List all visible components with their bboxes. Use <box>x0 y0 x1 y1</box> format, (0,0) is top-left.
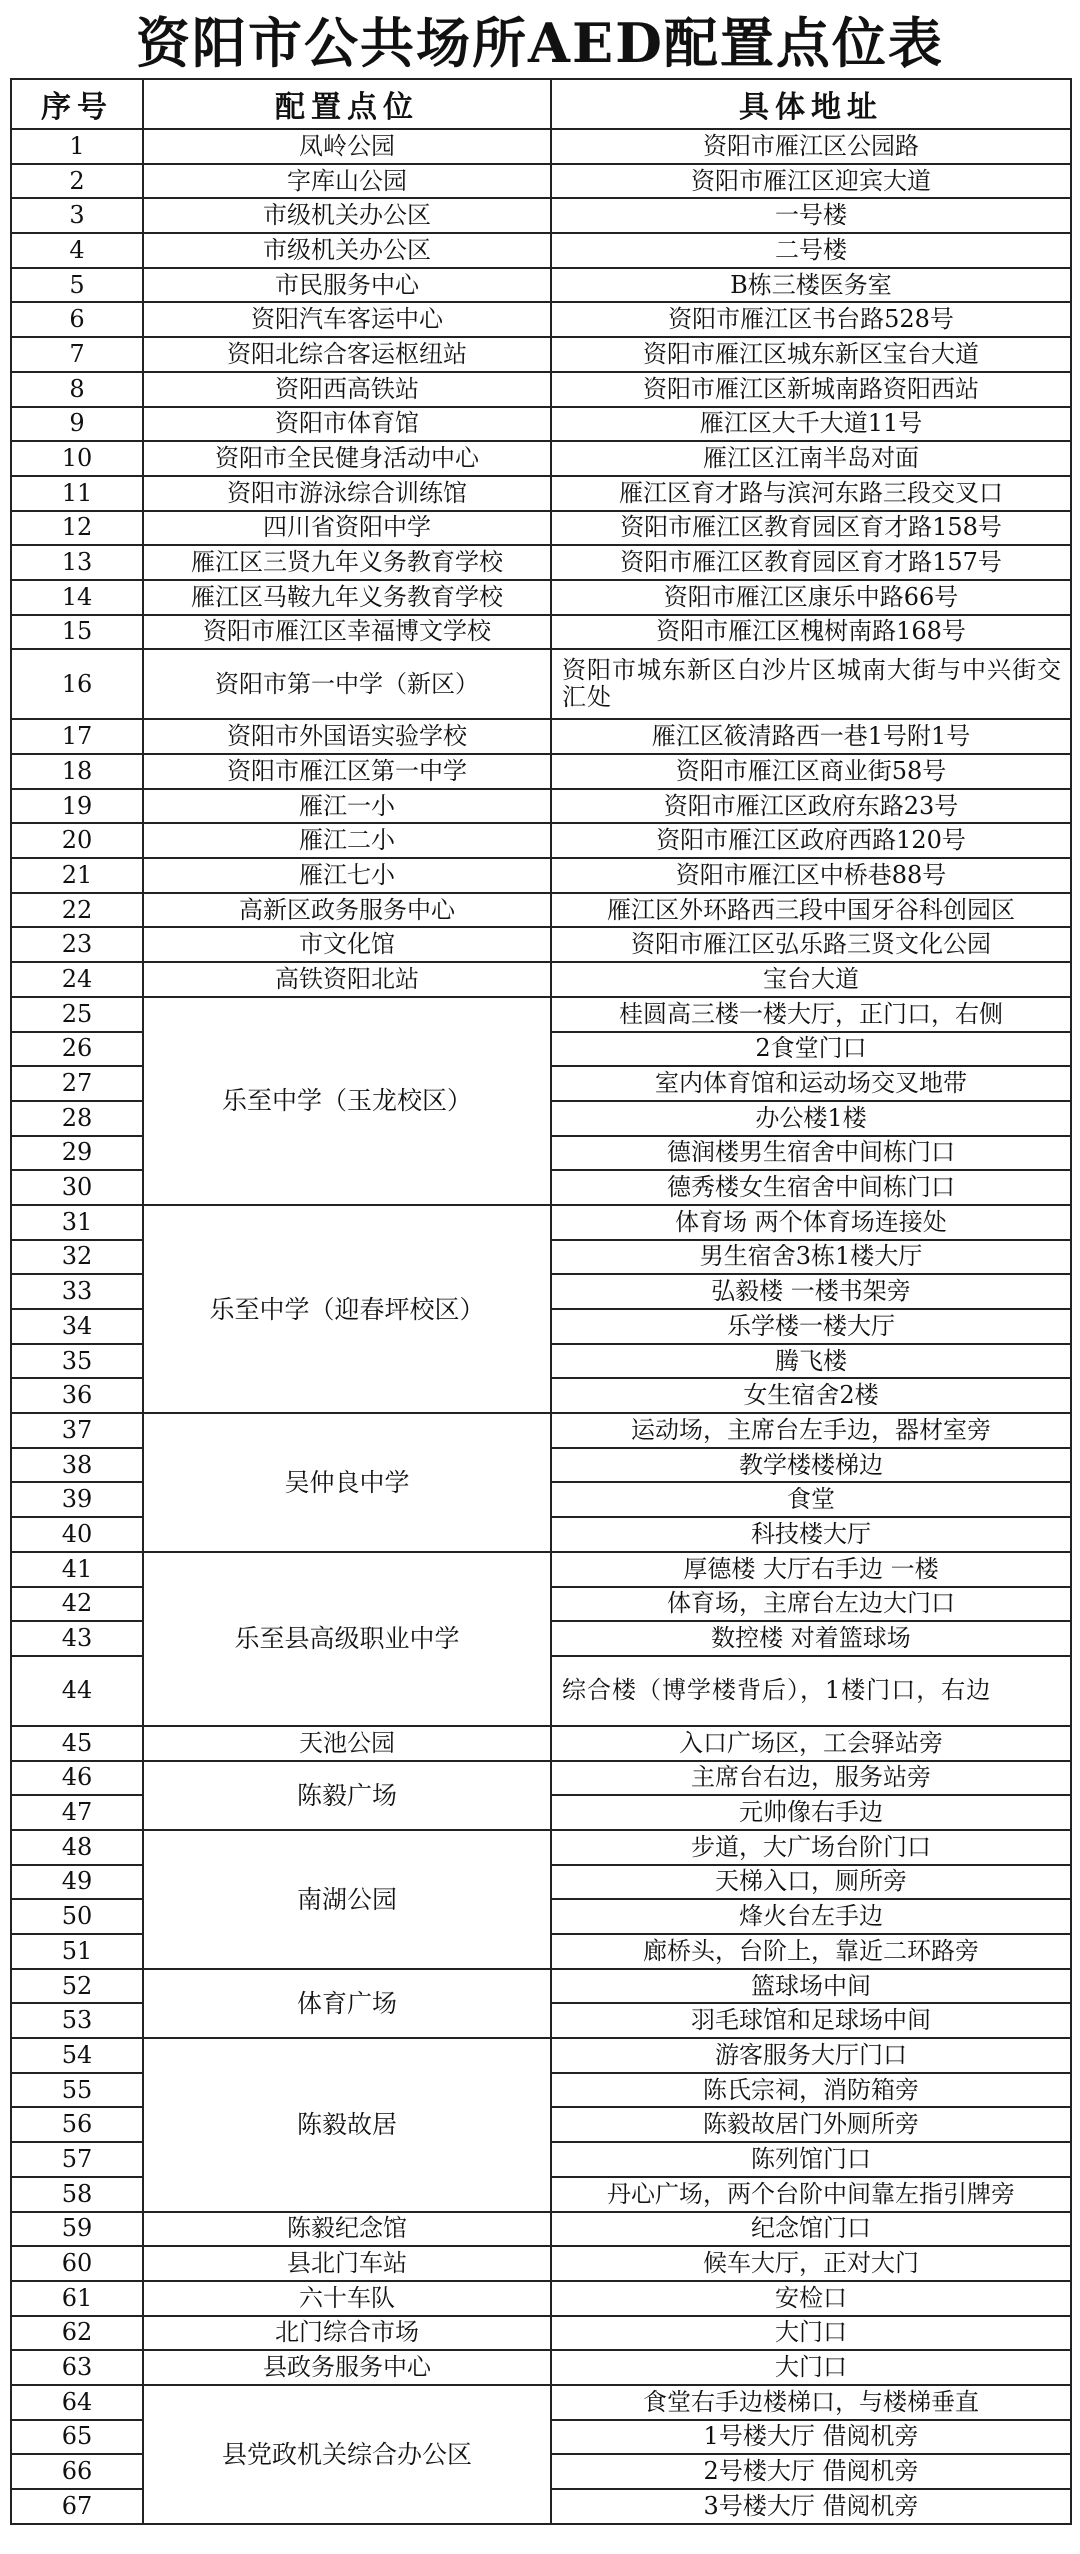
row-number: 37 <box>11 1413 143 1448</box>
table-row <box>11 233 1071 268</box>
place-address: 男生宿舍3栋1楼大厅 <box>551 1240 1071 1275</box>
table-row <box>11 1726 1071 1761</box>
place-name: 县党政机关综合办公区 <box>143 2385 551 2524</box>
row-number: 43 <box>11 1621 143 1656</box>
place-address: 资阳市城东新区白沙片区城南大街与中兴街交汇处 <box>551 649 1071 719</box>
place-name: 四川省资阳中学 <box>143 511 551 546</box>
place-name: 雁江区马鞍九年义务教育学校 <box>143 580 551 615</box>
place-name: 市级机关办公区 <box>143 233 551 268</box>
table-row <box>11 1205 1071 1240</box>
row-number: 9 <box>11 407 143 442</box>
place-name: 高铁资阳北站 <box>143 962 551 997</box>
row-number: 19 <box>11 789 143 824</box>
place-address: 体育场，主席台左边大门口 <box>551 1587 1071 1622</box>
place-address: 食堂右手边楼梯口，与楼梯垂直 <box>551 2385 1071 2420</box>
place-name: 雁江一小 <box>143 789 551 824</box>
place-name: 资阳市第一中学（新区） <box>143 649 551 719</box>
place-address: 天梯入口，厕所旁 <box>551 1865 1071 1900</box>
table-row <box>11 2316 1071 2351</box>
place-address: 雁江区育才路与滨河东路三段交叉口 <box>551 476 1071 511</box>
place-name: 陈毅广场 <box>143 1761 551 1830</box>
place-address: 资阳市雁江区教育园区育才路157号 <box>551 545 1071 580</box>
row-number: 56 <box>11 2107 143 2142</box>
place-name: 市级机关办公区 <box>143 198 551 233</box>
row-number: 48 <box>11 1830 143 1865</box>
place-address: 科技楼大厅 <box>551 1517 1071 1552</box>
place-address: 二号楼 <box>551 233 1071 268</box>
row-number: 23 <box>11 927 143 962</box>
row-number: 45 <box>11 1726 143 1761</box>
place-address: 室内体育馆和运动场交叉地带 <box>551 1066 1071 1101</box>
place-address: 资阳市雁江区迎宾大道 <box>551 164 1071 199</box>
place-name: 凤岭公园 <box>143 129 551 164</box>
table-row <box>11 719 1071 754</box>
place-address: 羽毛球馆和足球场中间 <box>551 2003 1071 2038</box>
place-name: 南湖公园 <box>143 1830 551 1969</box>
row-number: 7 <box>11 337 143 372</box>
place-address: 女生宿舍2楼 <box>551 1378 1071 1413</box>
row-number: 59 <box>11 2212 143 2247</box>
table-row <box>11 302 1071 337</box>
row-number: 46 <box>11 1761 143 1796</box>
place-name: 县北门车站 <box>143 2246 551 2281</box>
place-name: 乐至县高级职业中学 <box>143 1552 551 1726</box>
table-header-row <box>11 79 1071 129</box>
table-row <box>11 198 1071 233</box>
place-address: 大门口 <box>551 2316 1071 2351</box>
place-address: 资阳市雁江区城东新区宝台大道 <box>551 337 1071 372</box>
row-number: 53 <box>11 2003 143 2038</box>
table-body <box>11 129 1071 2524</box>
row-number: 16 <box>11 649 143 719</box>
place-address: 大门口 <box>551 2350 1071 2385</box>
place-name: 资阳北综合客运枢纽站 <box>143 337 551 372</box>
row-number: 29 <box>11 1136 143 1171</box>
table-row <box>11 997 1071 1032</box>
place-name: 市民服务中心 <box>143 268 551 303</box>
place-address: 陈氏宗祠，消防箱旁 <box>551 2073 1071 2108</box>
row-number: 18 <box>11 754 143 789</box>
place-address: 纪念馆门口 <box>551 2212 1071 2247</box>
place-address: 资阳市雁江区康乐中路66号 <box>551 580 1071 615</box>
row-number: 2 <box>11 164 143 199</box>
row-number: 63 <box>11 2350 143 2385</box>
place-name: 资阳汽车客运中心 <box>143 302 551 337</box>
table-row <box>11 649 1071 719</box>
row-number: 13 <box>11 545 143 580</box>
row-number: 28 <box>11 1101 143 1136</box>
place-address: 体育场 两个体育场连接处 <box>551 1205 1071 1240</box>
row-number: 25 <box>11 997 143 1032</box>
place-name: 乐至中学（玉龙校区） <box>143 997 551 1205</box>
place-address: 雁江区筱清路西一巷1号附1号 <box>551 719 1071 754</box>
place-address: 主席台右边，服务站旁 <box>551 1761 1071 1796</box>
table-row <box>11 1552 1071 1587</box>
row-number: 17 <box>11 719 143 754</box>
table-row <box>11 2350 1071 2385</box>
row-number: 21 <box>11 858 143 893</box>
place-name: 资阳市雁江区幸福博文学校 <box>143 615 551 650</box>
table-row <box>11 823 1071 858</box>
row-number: 36 <box>11 1378 143 1413</box>
place-address: 丹心广场，两个台阶中间靠左指引牌旁 <box>551 2177 1071 2212</box>
place-address: 3号楼大厅 借阅机旁 <box>551 2489 1071 2524</box>
place-name: 资阳市雁江区第一中学 <box>143 754 551 789</box>
table-row <box>11 441 1071 476</box>
row-number: 3 <box>11 198 143 233</box>
place-address: 雁江区大千大道11号 <box>551 407 1071 442</box>
header-no: 序号 <box>11 79 143 129</box>
place-address: 廊桥头，台阶上，靠近二环路旁 <box>551 1934 1071 1969</box>
row-number: 61 <box>11 2281 143 2316</box>
row-number: 50 <box>11 1899 143 1934</box>
place-name: 资阳市体育馆 <box>143 407 551 442</box>
place-address: 烽火台左手边 <box>551 1899 1071 1934</box>
place-name: 资阳西高铁站 <box>143 372 551 407</box>
place-address: 教学楼楼梯边 <box>551 1448 1071 1483</box>
place-address: 宝台大道 <box>551 962 1071 997</box>
table-row <box>11 164 1071 199</box>
place-address: 德秀楼女生宿舍中间栋门口 <box>551 1170 1071 1205</box>
row-number: 34 <box>11 1309 143 1344</box>
place-address: 资阳市雁江区政府西路120号 <box>551 823 1071 858</box>
place-address: 资阳市雁江区教育园区育才路158号 <box>551 511 1071 546</box>
row-number: 49 <box>11 1865 143 1900</box>
place-name: 乐至中学（迎春坪校区） <box>143 1205 551 1413</box>
table-row <box>11 545 1071 580</box>
place-name: 雁江二小 <box>143 823 551 858</box>
row-number: 54 <box>11 2038 143 2073</box>
table-row <box>11 1413 1071 1448</box>
row-number: 57 <box>11 2142 143 2177</box>
place-address: 资阳市雁江区公园路 <box>551 129 1071 164</box>
place-address: 弘毅楼 一楼书架旁 <box>551 1274 1071 1309</box>
place-address: 厚德楼 大厅右手边 一楼 <box>551 1552 1071 1587</box>
place-name: 雁江区三贤九年义务教育学校 <box>143 545 551 580</box>
place-address: 雁江区江南半岛对面 <box>551 441 1071 476</box>
place-name: 北门综合市场 <box>143 2316 551 2351</box>
place-address: 数控楼 对着篮球场 <box>551 1621 1071 1656</box>
row-number: 62 <box>11 2316 143 2351</box>
row-number: 65 <box>11 2420 143 2455</box>
header-address: 具体地址 <box>551 79 1071 129</box>
row-number: 31 <box>11 1205 143 1240</box>
place-name: 雁江七小 <box>143 858 551 893</box>
table-row <box>11 789 1071 824</box>
place-address: 陈列馆门口 <box>551 2142 1071 2177</box>
place-address: 资阳市雁江区政府东路23号 <box>551 789 1071 824</box>
place-name: 高新区政务服务中心 <box>143 893 551 928</box>
place-address: 腾飞楼 <box>551 1344 1071 1379</box>
place-address: 资阳市雁江区中桥巷88号 <box>551 858 1071 893</box>
table-row <box>11 268 1071 303</box>
place-address: 乐学楼一楼大厅 <box>551 1309 1071 1344</box>
row-number: 32 <box>11 1240 143 1275</box>
row-number: 12 <box>11 511 143 546</box>
row-number: 39 <box>11 1482 143 1517</box>
place-address: B栋三楼医务室 <box>551 268 1071 303</box>
row-number: 1 <box>11 129 143 164</box>
table-row <box>11 962 1071 997</box>
aed-location-table <box>10 78 1072 2525</box>
row-number: 60 <box>11 2246 143 2281</box>
row-number: 15 <box>11 615 143 650</box>
header-place: 配置点位 <box>143 79 551 129</box>
row-number: 67 <box>11 2489 143 2524</box>
row-number: 55 <box>11 2073 143 2108</box>
row-number: 41 <box>11 1552 143 1587</box>
table-row <box>11 129 1071 164</box>
table-row <box>11 2385 1071 2420</box>
table-row <box>11 1830 1071 1865</box>
row-number: 14 <box>11 580 143 615</box>
place-address: 综合楼（博学楼背后），1楼门口，右边 <box>551 1656 1071 1726</box>
place-name: 体育广场 <box>143 1969 551 2038</box>
row-number: 22 <box>11 893 143 928</box>
place-address: 桂圆高三楼一楼大厅，正门口，右侧 <box>551 997 1071 1032</box>
place-name: 市文化馆 <box>143 927 551 962</box>
table-row <box>11 476 1071 511</box>
place-address: 雁江区外环路西三段中国牙谷科创园区 <box>551 893 1071 928</box>
place-address: 元帅像右手边 <box>551 1795 1071 1830</box>
row-number: 11 <box>11 476 143 511</box>
table-row <box>11 927 1071 962</box>
row-number: 4 <box>11 233 143 268</box>
place-name: 陈毅纪念馆 <box>143 2212 551 2247</box>
table-row <box>11 372 1071 407</box>
table-row <box>11 858 1071 893</box>
place-name: 资阳市全民健身活动中心 <box>143 441 551 476</box>
row-number: 35 <box>11 1344 143 1379</box>
table-row <box>11 337 1071 372</box>
place-name: 六十车队 <box>143 2281 551 2316</box>
row-number: 40 <box>11 1517 143 1552</box>
table-row <box>11 893 1071 928</box>
row-number: 44 <box>11 1656 143 1726</box>
place-address: 安检口 <box>551 2281 1071 2316</box>
row-number: 30 <box>11 1170 143 1205</box>
table-row <box>11 2246 1071 2281</box>
table-row <box>11 407 1071 442</box>
place-address: 资阳市雁江区书台路528号 <box>551 302 1071 337</box>
row-number: 64 <box>11 2385 143 2420</box>
row-number: 66 <box>11 2454 143 2489</box>
place-address: 2号楼大厅 借阅机旁 <box>551 2454 1071 2489</box>
table-row <box>11 2038 1071 2073</box>
table-row <box>11 754 1071 789</box>
place-name: 陈毅故居 <box>143 2038 551 2211</box>
place-name: 字库山公园 <box>143 164 551 199</box>
row-number: 6 <box>11 302 143 337</box>
table-row <box>11 1969 1071 2004</box>
place-address: 资阳市雁江区新城南路资阳西站 <box>551 372 1071 407</box>
place-address: 一号楼 <box>551 198 1071 233</box>
place-address: 候车大厅，正对大门 <box>551 2246 1071 2281</box>
table-row <box>11 580 1071 615</box>
row-number: 47 <box>11 1795 143 1830</box>
place-name: 资阳市外国语实验学校 <box>143 719 551 754</box>
row-number: 58 <box>11 2177 143 2212</box>
table-row <box>11 511 1071 546</box>
place-address: 办公楼1楼 <box>551 1101 1071 1136</box>
table-row <box>11 2281 1071 2316</box>
table-row <box>11 1761 1071 1796</box>
row-number: 52 <box>11 1969 143 2004</box>
place-address: 德润楼男生宿舍中间栋门口 <box>551 1136 1071 1171</box>
row-number: 38 <box>11 1448 143 1483</box>
row-number: 10 <box>11 441 143 476</box>
place-name: 吴仲良中学 <box>143 1413 551 1552</box>
place-address: 步道，大广场台阶门口 <box>551 1830 1071 1865</box>
place-address: 食堂 <box>551 1482 1071 1517</box>
place-address: 资阳市雁江区弘乐路三贤文化公园 <box>551 927 1071 962</box>
page-title: 资阳市公共场所AED配置点位表 <box>136 10 944 75</box>
row-number: 27 <box>11 1066 143 1101</box>
place-address: 资阳市雁江区槐树南路168号 <box>551 615 1071 650</box>
row-number: 24 <box>11 962 143 997</box>
row-number: 5 <box>11 268 143 303</box>
row-number: 33 <box>11 1274 143 1309</box>
place-address: 资阳市雁江区商业街58号 <box>551 754 1071 789</box>
row-number: 42 <box>11 1587 143 1622</box>
place-address: 游客服务大厅门口 <box>551 2038 1071 2073</box>
table-row <box>11 615 1071 650</box>
place-name: 天池公园 <box>143 1726 551 1761</box>
table-row <box>11 2212 1071 2247</box>
row-number: 51 <box>11 1934 143 1969</box>
place-address: 入口广场区，工会驿站旁 <box>551 1726 1071 1761</box>
place-address: 篮球场中间 <box>551 1969 1071 2004</box>
place-address: 2食堂门口 <box>551 1032 1071 1067</box>
place-name: 资阳市游泳综合训练馆 <box>143 476 551 511</box>
row-number: 26 <box>11 1032 143 1067</box>
place-address: 运动场，主席台左手边，器材室旁 <box>551 1413 1071 1448</box>
place-name: 县政务服务中心 <box>143 2350 551 2385</box>
place-address: 陈毅故居门外厕所旁 <box>551 2107 1071 2142</box>
row-number: 20 <box>11 823 143 858</box>
place-address: 1号楼大厅 借阅机旁 <box>551 2420 1071 2455</box>
row-number: 8 <box>11 372 143 407</box>
